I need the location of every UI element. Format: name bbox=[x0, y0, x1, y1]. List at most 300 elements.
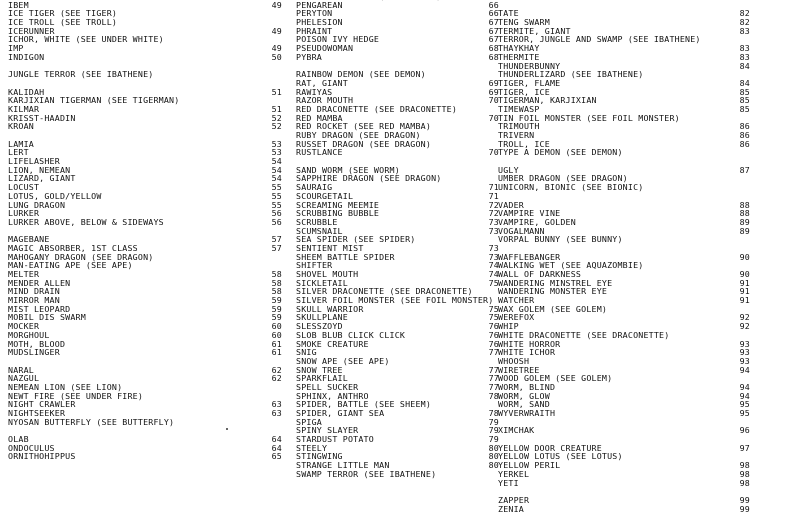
entry-name: RED ROCKET (SEE RED MAMBA) bbox=[296, 121, 432, 132]
entry-name: POISON IVY HEDGE bbox=[296, 34, 380, 45]
entry-name: SCOURGETAIL bbox=[296, 190, 354, 201]
entry-page-number: 59 bbox=[271, 303, 282, 314]
index-entry bbox=[498, 479, 748, 488]
entry-page-number bbox=[730, 0, 750, 1]
entry-name: WANDERING MINSTREL EYE bbox=[498, 277, 613, 288]
entry-page-number: 60 bbox=[271, 321, 282, 332]
index-entry bbox=[8, 53, 280, 62]
entry-page-number: 85 bbox=[739, 95, 750, 106]
index-entry bbox=[498, 183, 748, 192]
entry-name: WYVERWRAITH bbox=[498, 408, 556, 418]
entry-name: PSEUDOWOMAN bbox=[296, 43, 354, 54]
entry-page-number: 66 bbox=[488, 0, 499, 10]
entry-name: RAINBOW DEMON (SEE DEMON) bbox=[296, 69, 426, 80]
entry-name: LIFELASHER bbox=[8, 156, 60, 167]
entry-page-number: 76 bbox=[488, 329, 499, 340]
entry-name: MIST LEOPARD bbox=[8, 303, 71, 314]
entry-page-number: 86 bbox=[739, 130, 750, 140]
index-entry bbox=[8, 122, 280, 131]
index-letter-section bbox=[498, 0, 748, 1]
entry-name: KILMAR bbox=[8, 103, 40, 114]
entry-page-number: 92 bbox=[739, 312, 750, 323]
entry-name: SKULLPLANE bbox=[296, 312, 348, 323]
index-entry bbox=[296, 53, 500, 62]
entry-page-number: 77 bbox=[488, 381, 499, 392]
entry-page-number: 49 bbox=[271, 0, 282, 10]
entry-name: SAND WORM (SEE WORM) bbox=[296, 164, 400, 175]
index-entry bbox=[296, 148, 500, 157]
entry-name: MUDSLINGER bbox=[8, 347, 60, 358]
entry-page-number: 63 bbox=[271, 408, 282, 418]
entry-page-number: 68 bbox=[488, 43, 499, 54]
entry-name: MORGHOUL bbox=[8, 329, 50, 340]
index-entry bbox=[498, 305, 748, 314]
entry-name: THAYKHAY bbox=[498, 43, 540, 54]
entry-page-number: 75 bbox=[488, 277, 499, 288]
index-entry bbox=[8, 201, 280, 210]
entry-name: TIMEWASP bbox=[498, 103, 540, 114]
entry-page-number: 58 bbox=[271, 277, 282, 288]
index-letter-section bbox=[296, 70, 500, 157]
entry-name: WAFFLEBANGER bbox=[498, 251, 561, 262]
index-entry bbox=[8, 261, 280, 270]
entry-name: OLAB bbox=[8, 434, 29, 445]
entry-page-number: 65 bbox=[271, 451, 282, 462]
entry-page-number: 79 bbox=[488, 434, 499, 445]
entry-name: SNIG bbox=[296, 347, 317, 358]
entry-name: MAHOGANY DRAGON (SEE DRAGON) bbox=[8, 251, 154, 262]
entry-name: WORM, SAND bbox=[498, 399, 550, 410]
entry-name: WHIP bbox=[498, 321, 519, 332]
entry-name: YETI bbox=[498, 477, 519, 488]
entry-name: MOTH, BLOOD bbox=[8, 338, 66, 349]
entry-page-number: 79 bbox=[488, 416, 499, 427]
entry-name: RED DRACONETTE (SEE DRACONETTE) bbox=[296, 103, 458, 114]
entry-page-number: 99 bbox=[739, 494, 750, 505]
entry-name: PHRAINT bbox=[296, 25, 333, 36]
entry-name: UMBER DRAGON (SEE DRAGON) bbox=[498, 173, 628, 184]
entry-name: VADER bbox=[498, 199, 524, 210]
entry-name: KRISST-HAADIN bbox=[8, 112, 76, 123]
entry-name: SPIGA bbox=[296, 416, 322, 427]
entry-name: LURKER bbox=[8, 208, 40, 219]
entry-page-number: 53 bbox=[271, 138, 282, 149]
entry-name: SLOB BLUB CLICK CLICK bbox=[296, 329, 406, 340]
entry-name: TIGER, FLAME bbox=[498, 77, 561, 88]
entry-page-number: 56 bbox=[271, 208, 282, 219]
entry-name: LOCUST bbox=[8, 182, 40, 193]
entry-page-number: 82 bbox=[739, 17, 750, 28]
entry-name: SNOW TREE bbox=[296, 364, 343, 375]
entry-name: MAGEBANE bbox=[8, 234, 50, 245]
entry-page-number: 93 bbox=[739, 347, 750, 358]
entry-name: THUNDERBUNNY bbox=[498, 60, 561, 71]
entry-page-number: 55 bbox=[271, 199, 282, 210]
entry-name: ZENIA bbox=[498, 503, 524, 514]
entry-page-number: 95 bbox=[739, 399, 750, 410]
entry-name: RAWIYAS bbox=[296, 86, 333, 97]
entry-page-number: 75 bbox=[488, 312, 499, 323]
entry-page-number: 51 bbox=[271, 103, 282, 114]
entry-page-number: 94 bbox=[739, 381, 750, 392]
entry-name: SPELL SUCKER bbox=[296, 381, 359, 392]
entry-page-number: 79 bbox=[488, 425, 499, 436]
entry-name: LURKER ABOVE, BELOW & SIDEWAYS bbox=[8, 216, 164, 227]
index-entry bbox=[498, 122, 748, 131]
entry-page-number: 66 bbox=[488, 8, 499, 19]
entry-page-number: 94 bbox=[739, 364, 750, 375]
entry-page-number: 59 bbox=[271, 312, 282, 323]
entry-name: SHOVEL MOUTH bbox=[296, 269, 359, 279]
entry-name: WEREFOX bbox=[498, 312, 535, 323]
entry-name: SENTIENT MIST bbox=[296, 242, 364, 253]
index-column-1 bbox=[8, 0, 280, 470]
index-entry bbox=[498, 409, 748, 418]
entry-name: VOGALMANN bbox=[498, 225, 545, 236]
entry-page-number: 84 bbox=[739, 60, 750, 71]
entry-name: WORM, BLIND bbox=[498, 381, 556, 392]
index-letter-section bbox=[8, 88, 280, 131]
entry-name: RUSSET DRAGON (SEE DRAGON) bbox=[296, 138, 432, 149]
entry-page-number: 78 bbox=[488, 390, 499, 401]
index-entry bbox=[8, 218, 280, 227]
index-entry bbox=[8, 114, 280, 123]
entry-page-number: 69 bbox=[488, 86, 499, 97]
entry-name: WALKING WET (SEE AQUAZOMBIE) bbox=[498, 260, 644, 271]
index-letter-section bbox=[8, 70, 280, 79]
entry-page-number: 90 bbox=[739, 269, 750, 279]
entry-name: VAMPIRE, GOLDEN bbox=[498, 216, 576, 227]
entry-page-number: 70 bbox=[488, 147, 499, 158]
entry-name: SAPPHIRE DRAGON (SEE DRAGON) bbox=[296, 173, 442, 184]
entry-name: TRIMOUTH bbox=[498, 121, 540, 132]
entry-name: TIGERMAN, KARJIXIAN bbox=[498, 95, 597, 106]
index-letter-section bbox=[498, 201, 748, 244]
index-letter-section bbox=[498, 9, 748, 157]
entry-page-number: 89 bbox=[739, 216, 750, 227]
entry-page-number: 71 bbox=[488, 190, 499, 201]
entry-page-number: 51 bbox=[271, 86, 282, 97]
index-entry bbox=[8, 452, 280, 461]
entry-name: RUSTLANCE bbox=[296, 147, 343, 158]
entry-page-number: 80 bbox=[488, 451, 499, 462]
index-entry bbox=[498, 235, 748, 244]
entry-name: KROAN bbox=[8, 121, 34, 132]
entry-name: JUNGLE TERROR (SEE IBATHENE) bbox=[8, 69, 154, 80]
entry-page-number: 91 bbox=[739, 295, 750, 306]
entry-name: WANDERING MONSTER EYE bbox=[498, 286, 608, 297]
index-entry bbox=[498, 313, 748, 322]
entry-page-number: 54 bbox=[271, 173, 282, 184]
entry-name: PHELESION bbox=[296, 17, 343, 28]
index-entry bbox=[8, 140, 280, 149]
entry-name: WHITE HORROR bbox=[498, 338, 561, 349]
index-entry bbox=[498, 148, 748, 157]
index-letter-section bbox=[296, 0, 500, 62]
entry-page-number: 73 bbox=[488, 251, 499, 262]
entry-name: TERROR, JUNGLE AND SWAMP (SEE IBATHENE) bbox=[498, 34, 701, 45]
entry-page-number: 72 bbox=[488, 208, 499, 219]
entry-page-number: 71 bbox=[488, 182, 499, 193]
entry-name: SPARKFLAIL bbox=[296, 373, 348, 384]
entry-name: SCREAMING MEEMIE bbox=[296, 199, 380, 210]
entry-page-number: 70 bbox=[488, 95, 499, 106]
index-entry bbox=[498, 496, 748, 505]
entry-page-number: 96 bbox=[739, 425, 750, 436]
entry-name: WHITE ICHOR bbox=[498, 347, 556, 358]
entry-name: NIGHT CRAWLER bbox=[8, 399, 76, 410]
entry-name: TYPE A DEMON (SEE DEMON) bbox=[498, 147, 623, 158]
entry-name: SCUMSNAIL bbox=[296, 225, 343, 236]
entry-page-number: 95 bbox=[739, 408, 750, 418]
index-letter-section bbox=[498, 166, 748, 192]
entry-name: SILVER DRACONETTE (SEE DRACONETTE) bbox=[296, 286, 473, 297]
entry-name: UGLY bbox=[498, 164, 519, 175]
entry-page-number: 70 bbox=[488, 112, 499, 123]
entry-page-number: 52 bbox=[271, 121, 282, 132]
entry-page-number: 57 bbox=[271, 242, 282, 253]
entry-page-number: 54 bbox=[271, 156, 282, 167]
entry-page-number: 83 bbox=[739, 43, 750, 54]
entry-name: RUBY DRAGON (SEE DRAGON) bbox=[296, 130, 421, 140]
entry-name: SHEEM BATTLE SPIDER bbox=[296, 251, 395, 262]
entry-page-number: 87 bbox=[739, 164, 750, 175]
entry-name: SILVER FOIL MONSTER (SEE FOIL MONSTER) bbox=[296, 295, 494, 306]
entry-page-number: 88 bbox=[739, 208, 750, 219]
index-letter-section bbox=[296, 166, 500, 479]
index-entry bbox=[296, 409, 500, 418]
entry-name: PYBRA bbox=[296, 51, 322, 62]
entry-name: SEA SPIDER (SEE SPIDER) bbox=[296, 234, 416, 245]
entry-page-number: 67 bbox=[488, 17, 499, 28]
entry-name: SPIDER, GIANT SEA bbox=[296, 408, 385, 418]
entry-name: NAZGUL bbox=[8, 373, 40, 384]
entry-name: LERT bbox=[8, 147, 29, 158]
index-letter-section bbox=[8, 235, 280, 357]
index-entry bbox=[8, 44, 280, 53]
entry-name: SHIFTER bbox=[296, 260, 333, 271]
entry-name: YELLOW PERIL bbox=[498, 460, 561, 471]
entry-name: SKULL WARRIOR bbox=[296, 303, 364, 314]
entry-name: SLESSZOYD bbox=[296, 321, 343, 332]
entry-page-number: 92 bbox=[739, 321, 750, 332]
entry-page-number: 64 bbox=[271, 434, 282, 445]
entry-page-number: 49 bbox=[271, 25, 282, 36]
entry-page-number: 75 bbox=[488, 303, 499, 314]
entry-page-number: 97 bbox=[739, 442, 750, 453]
entry-name: ORNITHOHIPPUS bbox=[8, 451, 76, 462]
index-entry bbox=[8, 70, 280, 79]
entry-page-number: 83 bbox=[739, 25, 750, 36]
index-letter-section bbox=[498, 253, 748, 418]
entry-name: THUNDERLIZARD (SEE IBATHENE) bbox=[498, 69, 644, 80]
entry-name: KARJIXIAN TIGERMAN (SEE TIGERMAN) bbox=[8, 95, 180, 106]
entry-name: KALIDAH bbox=[8, 86, 45, 97]
entry-name: RED MAMBA bbox=[296, 112, 343, 123]
entry-name: SPINY SLAYER bbox=[296, 425, 359, 436]
entry-page-number: 74 bbox=[488, 260, 499, 271]
entry-name: UNICORN, BIONIC (SEE BIONIC) bbox=[498, 182, 644, 193]
index-entry bbox=[498, 461, 748, 470]
entry-name: ZAPPER bbox=[498, 494, 530, 505]
entry-name: WHOOSH bbox=[498, 355, 530, 366]
entry-page-number: 91 bbox=[739, 286, 750, 297]
entry-name: STRANGE LITTLE MAN bbox=[296, 460, 390, 471]
index-letter-section bbox=[8, 140, 280, 227]
entry-page-number: 88 bbox=[739, 199, 750, 210]
entry-page-number: 85 bbox=[739, 86, 750, 97]
entry-name: SMOKE CREATURE bbox=[296, 338, 369, 349]
entry-name: WOOD GOLEM (SEE GOLEM) bbox=[498, 373, 613, 384]
index-entry bbox=[8, 418, 280, 427]
entry-page-number: 56 bbox=[271, 216, 282, 227]
entry-name: SWAMP TERROR (SEE IBATHENE) bbox=[296, 468, 437, 479]
entry-name: VORPAL BUNNY (SEE BUNNY) bbox=[498, 234, 623, 245]
entry-name: TROLL, ICE bbox=[498, 138, 550, 149]
entry-page-number: 50 bbox=[271, 51, 282, 62]
entry-name: STINGWING bbox=[296, 451, 343, 462]
entry-name: LOTUS, GOLD/YELLOW bbox=[8, 190, 102, 201]
entry-page-number: 77 bbox=[488, 373, 499, 384]
entry-page-number: 64 bbox=[271, 442, 282, 453]
entry-page-number: 98 bbox=[739, 477, 750, 488]
index-entry bbox=[498, 505, 748, 514]
entry-page-number: 54 bbox=[271, 164, 282, 175]
entry-page-number: 90 bbox=[739, 251, 750, 262]
entry-name: RAT, GIANT bbox=[296, 77, 348, 88]
entry-page-number: 61 bbox=[271, 347, 282, 358]
index-entry bbox=[8, 313, 280, 322]
entry-page-number: 82 bbox=[739, 8, 750, 19]
index-entry bbox=[296, 44, 500, 53]
entry-name: TENG SWARM bbox=[498, 17, 550, 28]
entry-page-number: 76 bbox=[488, 321, 499, 332]
entry-page-number: 62 bbox=[271, 373, 282, 384]
entry-page-number: 83 bbox=[739, 51, 750, 62]
entry-name: TRIVERN bbox=[498, 130, 535, 140]
entry-page-number: 59 bbox=[271, 295, 282, 306]
index-column-3 bbox=[498, 0, 748, 522]
entry-page-number: 93 bbox=[739, 338, 750, 349]
index-letter-section bbox=[8, 435, 280, 461]
entry-page-number: 67 bbox=[488, 34, 499, 45]
entry-name: ICERUNNER bbox=[8, 25, 55, 36]
entry-page-number: 85 bbox=[739, 103, 750, 114]
entry-page-number: 61 bbox=[271, 338, 282, 349]
index-letter-section bbox=[498, 444, 748, 487]
entry-name: INDIGON bbox=[8, 51, 45, 62]
index-entry bbox=[8, 96, 280, 105]
entry-name: VAMPIRE VINE bbox=[498, 208, 561, 219]
index-entry bbox=[498, 348, 748, 357]
entry-page-number: 80 bbox=[488, 460, 499, 471]
entry-page-number: 73 bbox=[488, 242, 499, 253]
entry-name: NYOSAN BUTTERFLY (SEE BUTTERFLY) bbox=[8, 416, 175, 427]
index-column-2 bbox=[296, 0, 500, 487]
entry-name: WIRETREE bbox=[498, 364, 540, 375]
entry-name: IBEM bbox=[8, 0, 29, 10]
entry-page-number: 72 bbox=[488, 199, 499, 210]
entry-name: MOBIL DIS SWARM bbox=[8, 312, 86, 323]
entry-page-number: 55 bbox=[271, 190, 282, 201]
entry-name: YERKEL bbox=[498, 468, 530, 479]
entry-name: MELTER bbox=[8, 269, 40, 279]
entry-name: NARAL bbox=[8, 364, 34, 375]
entry-page-number: 68 bbox=[488, 51, 499, 62]
entry-name: WATCHER bbox=[498, 295, 535, 306]
index-letter-section bbox=[498, 426, 748, 435]
entry-name: LAMIA bbox=[8, 138, 34, 149]
entry-name: IMP bbox=[8, 43, 24, 54]
entry-page-number: 69 bbox=[488, 77, 499, 88]
entry-page-number: 98 bbox=[739, 468, 750, 479]
entry-page-number: 94 bbox=[739, 390, 750, 401]
entry-name: NEWT FIRE (SEE UNDER FIRE) bbox=[8, 390, 144, 401]
entry-page-number: 58 bbox=[271, 286, 282, 297]
entry-name: YELLOW LOTUS (SEE LOTUS) bbox=[498, 451, 623, 462]
entry-name: LIZARD, GIANT bbox=[8, 173, 76, 184]
entry-page-number: 86 bbox=[739, 138, 750, 149]
entry-page-number: 55 bbox=[271, 182, 282, 193]
entry-page-number: 93 bbox=[739, 355, 750, 366]
entry-page-number: 53 bbox=[271, 147, 282, 158]
entry-name: LION, NEMEAN bbox=[8, 164, 71, 175]
entry-name: PERYTON bbox=[296, 8, 333, 19]
entry-name: ICE TROLL (SEE TROLL) bbox=[8, 17, 118, 28]
entry-name: MENDER ALLEN bbox=[8, 277, 71, 288]
index-entry bbox=[8, 174, 280, 183]
entry-name: TERMITE, GIANT bbox=[498, 25, 571, 36]
entry-page-number: 77 bbox=[488, 364, 499, 375]
entry-name: SPIDER, BATTLE (SEE SHEEM) bbox=[296, 399, 432, 410]
entry-name: SPHINX, ANTHRO bbox=[296, 390, 369, 401]
entry-page-number: 84 bbox=[739, 77, 750, 88]
entry-page-number: 62 bbox=[271, 364, 282, 375]
entry-name: PENGAREAN bbox=[296, 0, 343, 10]
entry-page-number: 73 bbox=[488, 216, 499, 227]
index-letter-section bbox=[8, 0, 280, 62]
index-entry bbox=[296, 340, 500, 349]
index-entry bbox=[498, 470, 748, 479]
entry-name: MOCKER bbox=[8, 321, 40, 332]
entry-page-number: 89 bbox=[739, 225, 750, 236]
entry-name: WALL OF DARKNESS bbox=[498, 269, 582, 279]
entry-name: SCRUBBLE bbox=[296, 216, 338, 227]
entry-name: SNOW APE (SEE APE) bbox=[296, 355, 390, 366]
entry-page-number: 74 bbox=[488, 269, 499, 279]
entry-name: MIND DRAIN bbox=[8, 286, 60, 297]
index-entry bbox=[498, 0, 748, 1]
index-entry bbox=[8, 348, 280, 357]
entry-name: TIGER, ICE bbox=[498, 86, 550, 97]
entry-name: ICE TIGER (SEE TIGER) bbox=[8, 8, 118, 19]
entry-page-number: 58 bbox=[271, 269, 282, 279]
entry-name: WHITE DRACONETTE (SEE DRACONETTE) bbox=[498, 329, 670, 340]
entry-page-number: 91 bbox=[739, 277, 750, 288]
entry-name bbox=[498, 0, 555, 1]
entry-page-number: 77 bbox=[488, 347, 499, 358]
entry-name: ICHOR, WHITE (SEE UNDER WHITE) bbox=[8, 34, 164, 45]
entry-name: LUNG DRAGON bbox=[8, 199, 66, 210]
entry-page-number: 78 bbox=[488, 408, 499, 418]
entry-page-number: 63 bbox=[271, 399, 282, 410]
index-entry bbox=[498, 287, 748, 296]
index-letter-section bbox=[498, 496, 748, 513]
entry-name: TATE bbox=[498, 8, 519, 19]
entry-page-number: 52 bbox=[271, 112, 282, 123]
entry-name: STARDUST POTATO bbox=[296, 434, 374, 445]
entry-name: MAN-EATING APE (SEE APE) bbox=[8, 260, 133, 271]
